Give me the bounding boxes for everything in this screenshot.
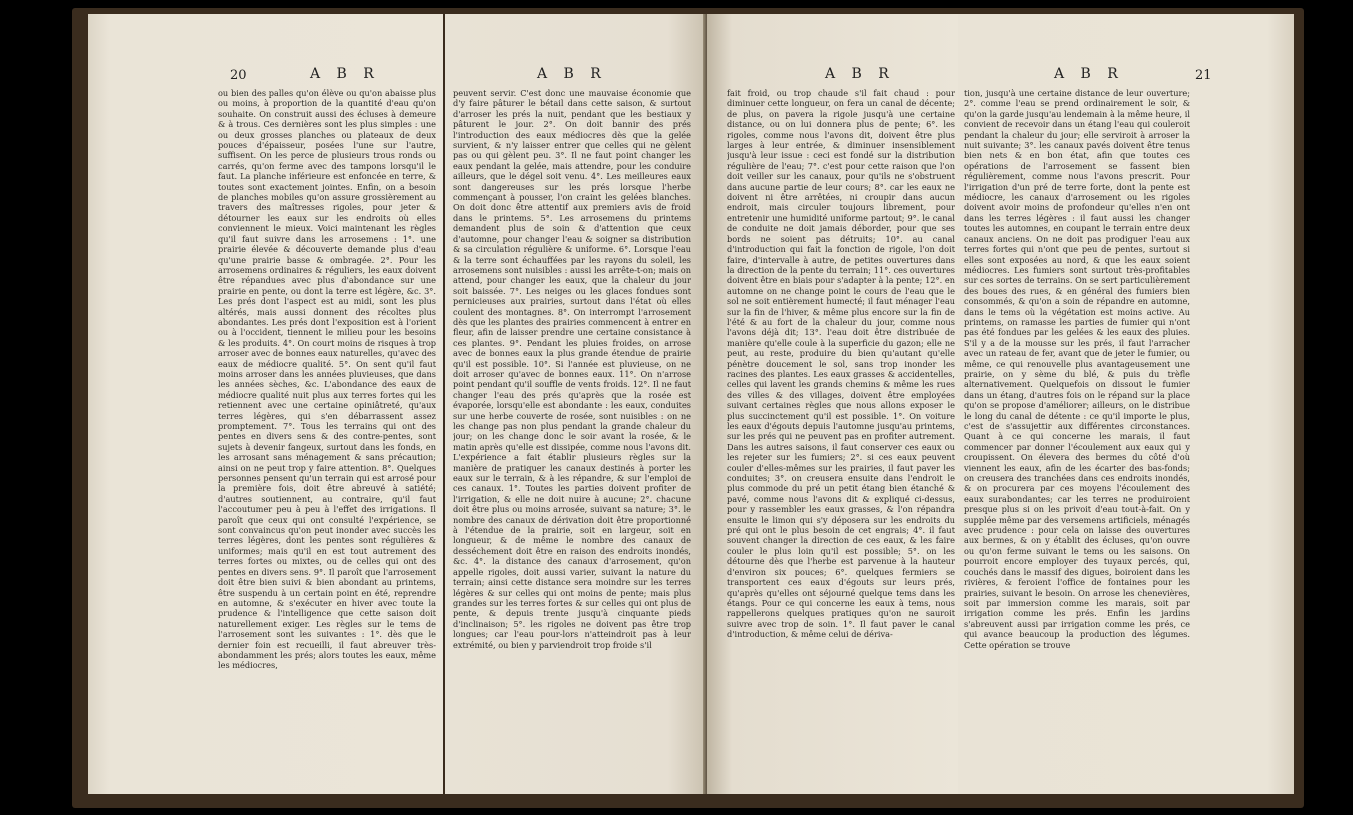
page-header-left-2: A B R xyxy=(537,66,607,82)
page-left xyxy=(88,14,443,794)
page-text-left-2: peuvent servir. C'est donc une mauvaise économie que d'y faire pâturer le bétail dans cette saison, & surtout d'arroser les prés la nuit, pendant que les bestiaux y pâturent le jour. 2°. On doit bannir des prés l'introduction des eaux médiocres dès que la gelée survient, & n'y laisser entrer que celles qui ne gèlent pas ou qui gèlent peu. 3°. Il ne faut point changer les eaux pendant la gelée, mais attendre, pour les conduire ailleurs, que le dégel soit venu. 4°. Les meilleures eaux sont dangereuses sur les prés lorsque l'herbe commençant à pousser, l'on craint les gelées blanches. On doit donc être attentif aux premiers avis de froid dans le printems. 5°. Les arrosemens du printems demandent plus de soin & d'attention que ceux d'automne, pour changer l'eau & soigner sa distribution & sa circulation régulière & uniforme. 6°. Lorsque l'eau & la terre sont échauffées par les rayons du soleil, les arrosemens sont nuisibles : aussi les arrête-t-on; mais on attend, pour changer les eaux, que la chaleur du jour soit baissée. 7°. Les neiges ou les glaces fondues sont pernicieuses aux prairies, surtout dans l'état où elles coulent des montagnes. 8°. On interrompt l'arrosement dès que les plantes des prairies commencent à entrer en fleur, afin de laisser prendre une certaine consistance à ces plantes. 9°. Pendant les pluies froides, on arrose avec de bonnes eaux la plus grande étendue de prairie qu'il est possible. 10°. Si l'année est pluvieuse, on ne doit arroser qu'avec de bonnes eaux. 11°. On n'arrose point pendant qu'il souffle de vents froids. 12°. Il ne faut changer l'eau des prés qu'après que la rosée est évaporée, lorsqu'elle est abondante : les eaux, conduites sur une herbe couverte de rosée, sont nuisibles : on ne les change pas non plus pendant la grande chaleur du jour; on les change donc le soir avant la rosée, & le matin après qu'elle est dissipée, comme nous l'avons dit. L'expérience a fait établir plusieurs règles sur la manière de pratiquer les canaux destinés à porter les eaux sur le terrain, & à les répandre, & sur l'emploi de ces canaux. 1°. Toutes les parties doivent profiter de l'irrigation, & elle ne doit nuire à aucune; 2°. chacune doit être plus ou moins arrosée, suivant sa nature; 3°. le nombre des canaux de dérivation doit être proportionné à l'étendue de la prairie, soit en largeur, soit en longueur, & de même le nombre des canaux de desséchement doit être en raison des endroits inondés, &c. 4°. la distance des canaux d'arrosement, qu'on appelle rigoles, doit aussi varier, suivant la nature du terrain; ainsi cette distance sera moindre sur les terres légères & sur celles qui ont moins de pente; mais plus grandes sur les terres fortes & sur celles qui ont plus de pente, & depuis trente jusqu'à cinquante pieds d'inclinaison; 5°. les rigoles ne doivent pas être trop longues; car l'eau pour-lors n'atteindroit pas à leur extrémité, ou bien y parviendroit trop froide s'il xyxy=(453,88,691,650)
page-header-left: A B R xyxy=(310,66,380,82)
page-number-right: 21 xyxy=(1195,68,1212,83)
page-text-right: tion, jusqu'à une certaine distance de leur ouverture; 2°. comme l'eau se prend ordinairement le soir, & qu'on la garde jusqu'au lendemain à la même heure, il convient de recevoir dans un étang l'eau qui couleroit pendant la chaleur du jour; elle serviroit à arroser la nuit suivante; 3°. les canaux pavés doivent être tenus bien nets & en bon état, afin que toutes ces opérations de l'arrosement se fassent bien régulièrement, comme nous l'avons prescrit. Pour l'irrigation d'un pré de terre forte, dont la pente est médiocre, les canaux d'arrosement ou les rigoles doivent avoir moins de profondeur qu'elles n'en ont dans les terres légères : il faut aussi les changer toutes les automnes, en coupant le terrain entre deux canaux anciens. On ne doit pas prodiguer l'eau aux terres fortes qui n'ont que peu de pentes, surtout si elles sont exposées au nord, & que les eaux soient médiocres. Les fumiers sont surtout très-profitables sur ces sortes de terrains. On se sert particulièrement des boues des rues, & en général des fumiers bien consommés, & qu'on a soin de répandre en automne, dans le tems où la végétation est moins active. Au printems, on ramasse les parties de fumier qui n'ont pas été fondues par les gelées & les eaux des pluies. S'il y a de la mousse sur les prés, il faut l'arracher avec un rateau de fer, avant que de jeter le fumier, ou même, ce qui renouvelle plus avantageusement une prairie, on y sème du blé, & puis du trèfle alternativement. Quelquefois on dissout le fumier dans un étang, d'autres fois on le répand sur la place qu'on se propose d'améliorer; ailleurs, on le distribue le long du canal de détente : ce qu'il importe le plus, c'est de s'assujettir aux différentes circonstances. Quant à ce qui concerne les marais, il faut commencer par donner l'écoulement aux eaux qui y croupissent. On élevera des bermes du côté d'où viennent les eaux, afin de les écarter des bas-fonds; on creusera des tranchées dans ces endroits inondés, & on procurera par ces moyens l'écoulement des eaux surabondantes; car les terres ne produiroient presque plus si on les privoit d'eau tout-à-fait. On y supplée même par des versemens artificiels, ménagés avec prudence : pour cela on laisse des ouvertures aux bermes, & on y établit des écluses, qu'on ouvre ou qu'on ferme suivant le tems ou les saisons. On pourroit encore employer des tuyaux percés, qui, couchés dans le massif des digues, boiroient dans les rivières, & feroient l'office de fontaines pour les prairies, suivant le besoin. On arrose les chenevières, soit par immersion comme les marais, soit par irrigation comme les prés. Enfin les jardins s'abreuvent aussi par irrigation comme les prés, ce qui avance beaucoup la production des légumes. Cette opération se trouve xyxy=(964,88,1190,650)
page-number-left: 20 xyxy=(230,68,247,83)
page-text-right-1: fait froid, ou trop chaude s'il fait chaud : pour diminuer cette longueur, on fera un canal de décente; de plus, on pavera la rigole jusqu'à une certaine distance, ou on lui donnera plus de pente; 6°. les rigoles, comme nous l'avons dit, doivent être plus larges à leur entrée, & diminuer insensiblement jusqu'à leur issue : ceci est fondé sur la distribution régulière de l'eau; 7°. c'est pour cette raison que l'on doit veiller sur les canaux, pour qu'ils ne s'obstruent dans aucune partie de leur cours; 8°. car les eaux ne doivent ni être arrêtées, ni croupir dans aucun endroit, mais circuler toujours librement, pour entretenir une humidité uniforme partout; 9°. le canal de conduite ne doit jamais déborder, pour que ses bords ne soient pas détruits; 10°. au canal d'introduction qui fait la fonction de rigole, l'on doit faire, d'intervalle à autre, de petites ouvertures dans la direction de la pente du terrain; 11°. ces ouvertures doivent être en biais pour s'adapter à la pente; 12°. en automne on ne change point le cours de l'eau que le sol ne soit entièrement humecté; il faut ménager l'eau sur la fin de l'hiver, & même plus encore sur la fin de l'été & au fort de la chaleur du jour, comme nous l'avons déjà dit; 13°. l'eau doit être distribuée de manière qu'elle coule à la superficie du gazon; elle ne peut, au reste, produire du bien qu'autant qu'elle pénètre doucement le sol, sans trop inonder les racines des plantes. Les eaux grasses & accidentelles, celles qui lavent les grands chemins & même les rues des villes & des villages, doivent être employées suivant certaines règles que nous allons exposer le plus succinctement qu'il est possible. 1°. On voiture les eaux d'égouts depuis l'automne jusqu'au printems, sur les prés qui ne peuvent pas en profiter autrement. Dans les autres saisons, il faut conserver ces eaux ou les rejeter sur les fumiers; 2°. si ces eaux peuvent couler d'elles-mêmes sur les prairies, il faut paver les conduites; 3°. on creusera ensuite dans l'endroit le plus commode du pré un petit étang bien étanché & pavé, comme nous l'avons dit & expliqué ci-dessus, pour y rassembler les eaux grasses, & l'on répandra ensuite le limon qui s'y déposera sur les endroits du pré qui ont le plus besoin de cet engrais; 4°. il faut souvent changer la direction de ces eaux, & les faire couler le plus loin qu'il est possible; 5°. on les détourne dès que l'herbe est parvenue à la hauteur d'environ six pouces; 6°. quelques fermiers se transportent ces eaux d'égouts sur leurs prés, qu'après qu'elles ont séjourné quelque tems dans les étangs. Pour ce qui concerne les eaux à tems, nous rappellerons quelques pratiques qu'on ne sauroit suivre avec trop de soin. 1°. Il faut paver le canal d'introduction, & même celui de dériva- xyxy=(727,88,955,640)
page-right-column-1 xyxy=(707,14,959,794)
page-text-left: ou bien des palles qu'on élève ou qu'on abaisse plus ou moins, à proportion de la quantité d'eau qu'on souhaite. On construit aussi des écluses à demeure & à trous. Ces dernières sont les plus simples : une ou deux grosses planches ou plateaux de deux pouces d'épaisseur, posées l'une sur l'autre, suffisent. On les perce de plusieurs trous ronds ou carrés, qu'on ferme avec des tampons lorsqu'il le faut. La planche inférieure est enfoncée en terre, & toutes sont exactement jointes. Enfin, on a besoin de planches mobiles qu'on assure grossièrement au travers des maîtresses rigoles, pour jeter & détourner les eaux sur les endroits où elles conviennent le mieux. Voici maintenant les règles qu'il faut suivre dans les arrosemens : 1°. une prairie élevée & découverte demande plus d'eau qu'une prairie basse & ombragée. 2°. Pour les arrosemens ordinaires & réguliers, les eaux doivent être répandues avec plus d'abondance sur une prairie en pente, ou dont la terre est légère, &c. 3°. Les prés dont l'aspect est au midi, sont les plus altérés, mais aussi donnent des récoltes plus abondantes. Les prés dont l'exposition est à l'orient ou à l'occident, tiennent le milieu pour les besoins & les produits. 4°. On court moins de risques à trop arroser avec de bonnes eaux naturelles, qu'avec des eaux de médiocre qualité. 5°. On sent qu'il faut moins arroser dans les années pluvieuses, que dans les années sèches, &c. L'abondance des eaux de médiocre qualité nuit plus aux terres fortes qui les retiennent avec une certaine opiniâtreté, qu'aux terres légères, qui s'en débarrassent assez promptement. 7°. Tous les terrains qui ont des pentes en divers sens & des contre-pentes, sont sujets à devenir fangeux, surtout dans les fonds, en les arrosant sans ménagement & sans précaution; ainsi on ne peut trop y faire attention. 8°. Quelques personnes pensent qu'un terrain qui est arrosé pour la première fois, doit être abreuvé à satiété; d'autres soutiennent, au contraire, qu'il faut l'accoutumer peu à peu à l'effet des irrigations. Il paroît que ceux qui ont consulté l'expérience, se sont convaincus qu'on peut inonder avec succès les terres légères, dont les pentes sont régulières & uniformes; mais qu'il en est tout autrement des terres fortes ou mixtes, ou de celles qui ont des pentes en divers sens. 9°. Il paroît que l'arrosement doit être bien suivi & bien abondant au printems, être suspendu à un certain point en été, reprendre en automne, & s'exécuter en hiver avec toute la prudence & l'intelligence que cette saison doit naturellement exiger. Les règles sur le tems de l'arrosement sont les suivantes : 1°. dès que le dernier foin est recueilli, il faut abreuver très-abondamment les prés; alors toutes les eaux, même les médiocres, xyxy=(218,88,436,671)
page-header-right-1: A B R xyxy=(825,66,895,82)
page-right xyxy=(958,14,1294,794)
page-header-right: A B R xyxy=(1054,66,1124,82)
page-left-column-2 xyxy=(445,14,707,794)
